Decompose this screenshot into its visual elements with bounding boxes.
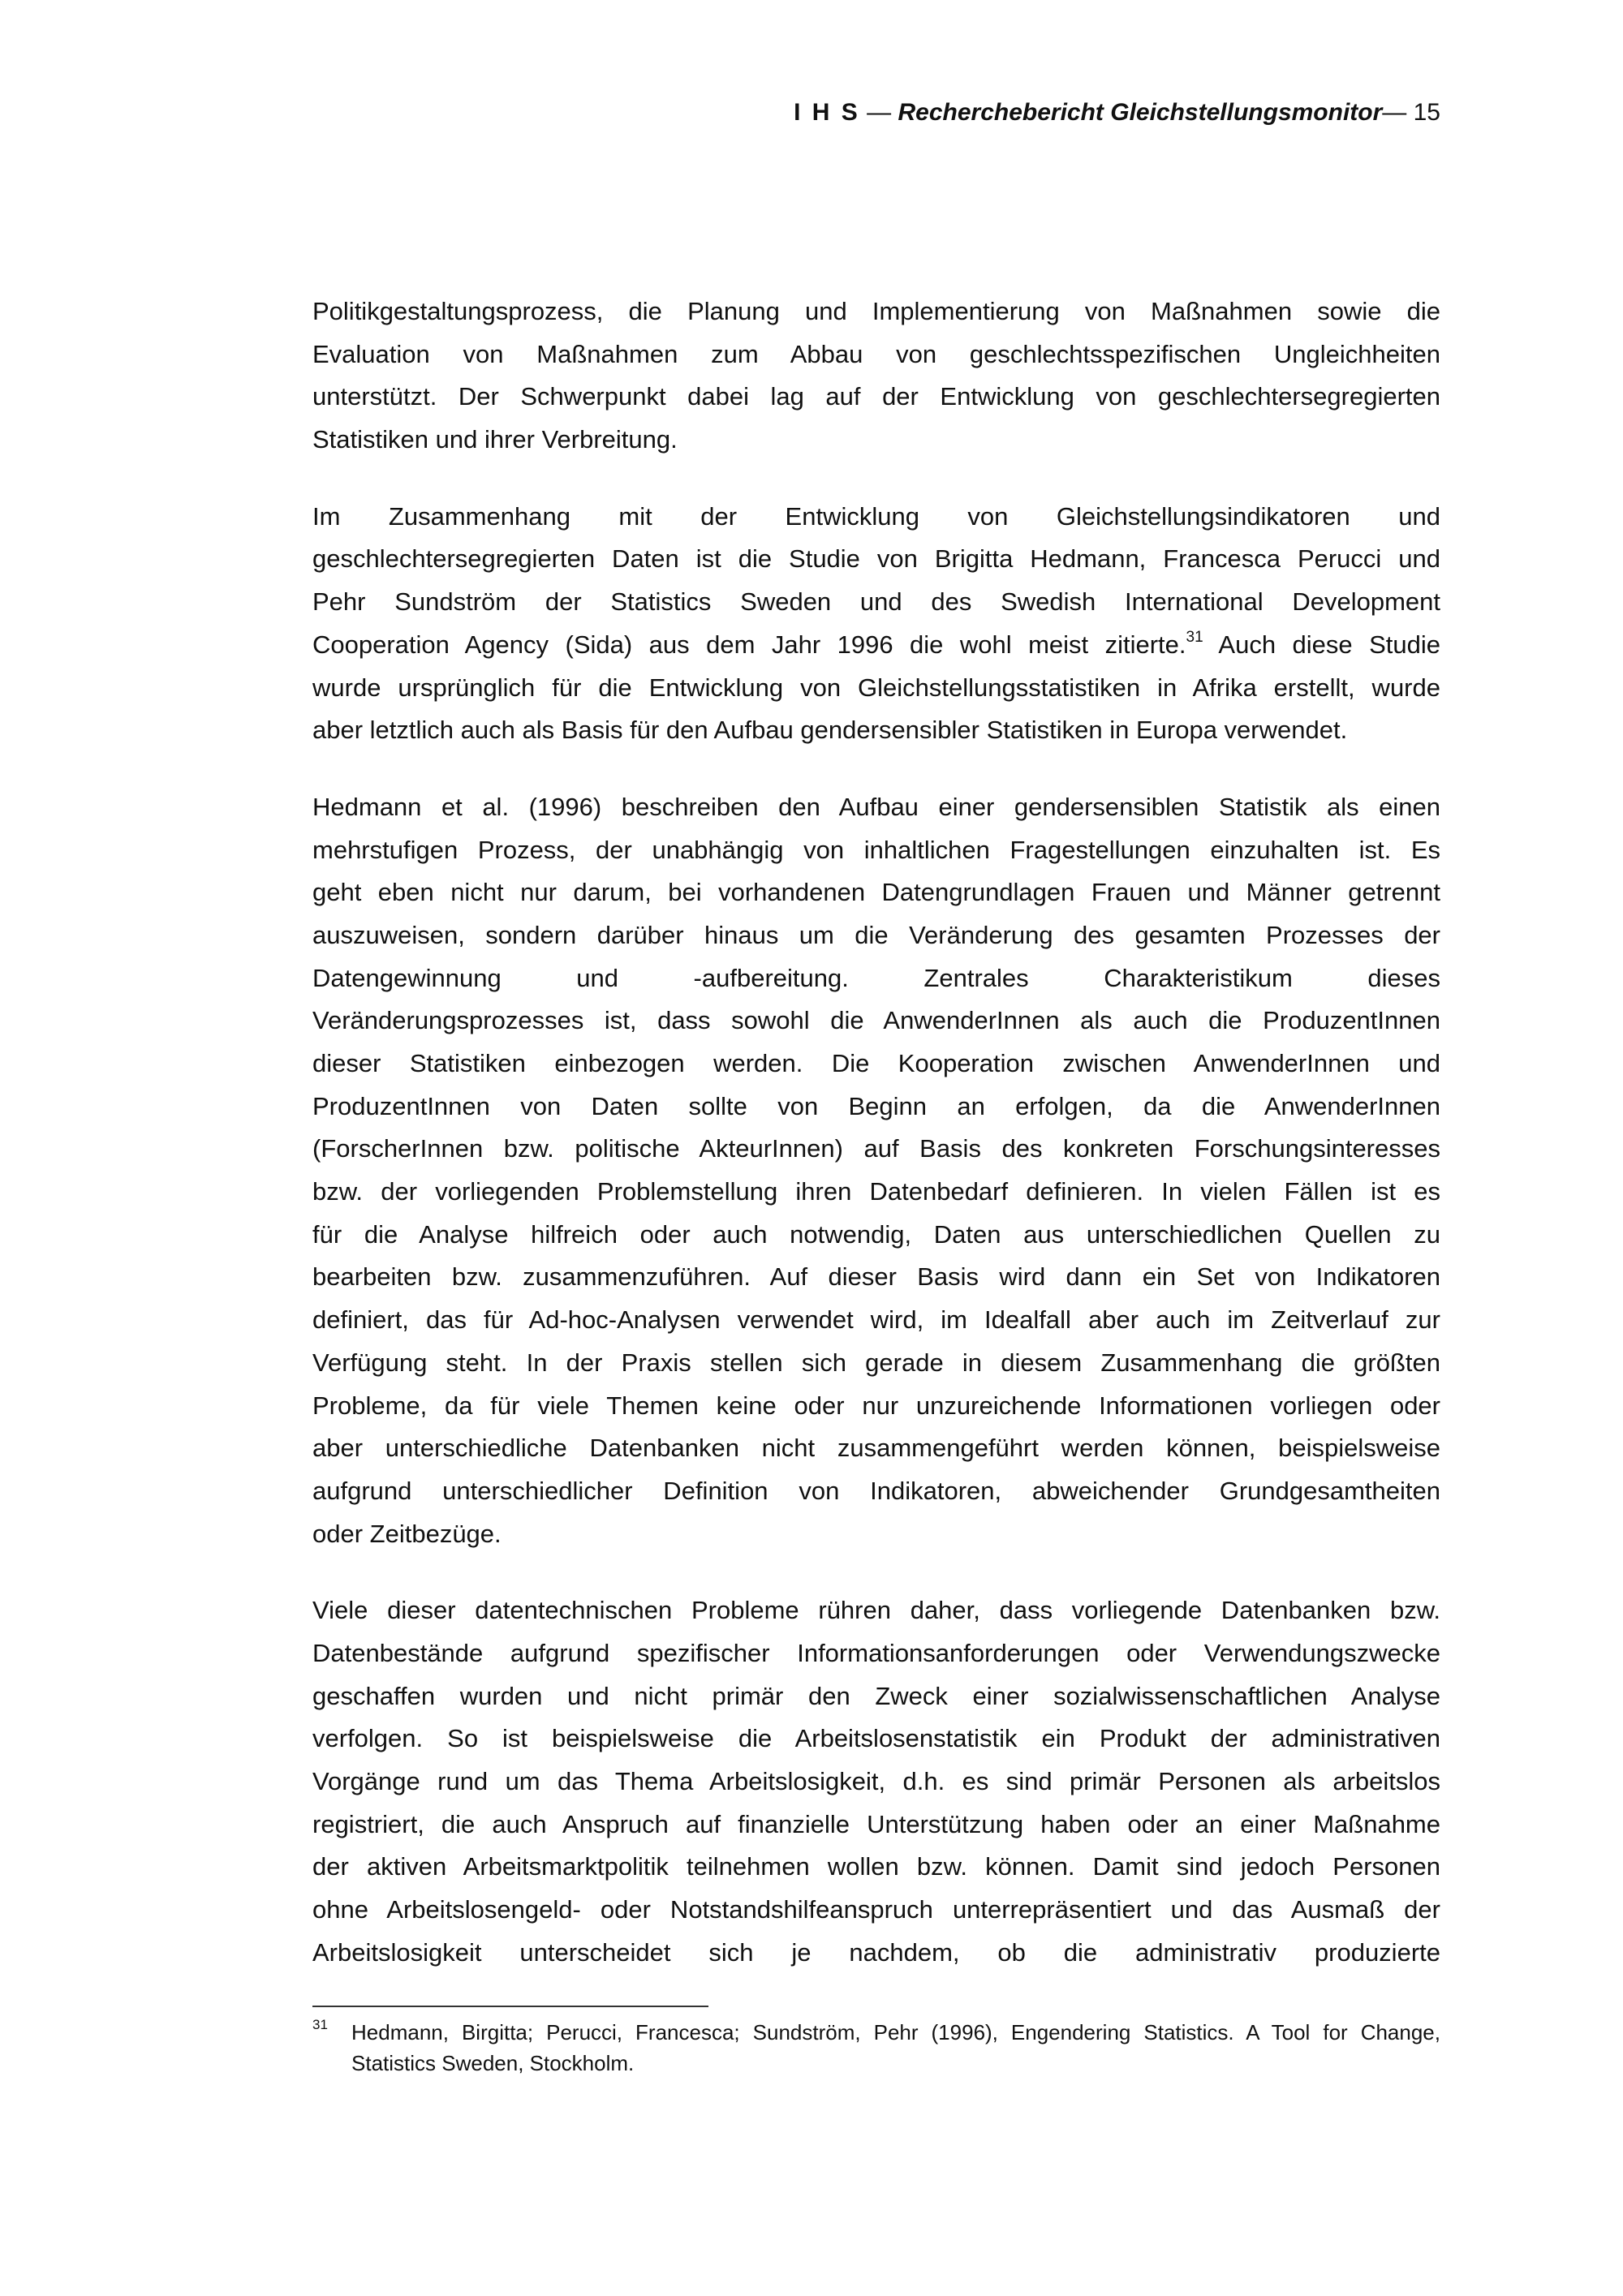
text-line: oder Zeitbezüge. [312,1519,502,1548]
text-line: Arbeitslosigkeit unterscheidet sich je nachdem, ob die administrativ produzierte [312,1937,1440,1967]
footnote [312,2017,1440,2079]
text-line: Datenbestände aufgrund spezifischer Informationsanforderungen oder Verwendungszwecke [312,1638,1440,1667]
text-line: für die Analyse hilfreich oder auch notwendig, Daten aus unterschiedlichen Quellen zu [312,1219,1440,1249]
text-line: ProduzentInnen von Daten sollte von Beginn an erfolgen, da die AnwenderInnen [312,1091,1440,1120]
footnote-divider [312,2006,708,2007]
header-title: Recherchebericht Gleichstellungsmonitor [898,99,1383,126]
text-line: bearbeiten bzw. zusammenzuführen. Auf dieser Basis wird dann ein Set von Indikatoren [312,1262,1440,1292]
text-line: mehrstufigen Prozess, der unabhängig von inhaltlichen Fragestellungen einzuhalten ist. Es [312,835,1440,864]
footnote-number: 31 [312,2017,328,2032]
body-text [312,290,1440,2008]
text-line: ohne Arbeitslosengeld- oder Notstandshilfeanspruch unterrepräsentiert und das Ausmaß der [312,1895,1440,1924]
text-line: Viele dieser datentechnischen Probleme rühren daher, dass vorliegende Datenbanken bzw. [312,1596,1440,1625]
text-line: aufgrund unterschiedlicher Definition von Indikatoren, abweichender Grundgesamtheiten [312,1476,1440,1505]
paragraph [312,496,1440,752]
text-line: Politikgestaltungsprozess, die Planung und Implementierung von Maßnahmen sowie die [312,297,1440,325]
text-line: Statistiken und ihrer Verbreitung. [312,425,678,454]
text-line: der aktiven Arbeitsmarktpolitik teilnehmen wollen bzw. können. Damit sind jedoch Personen [312,1852,1440,1881]
text-line: Verfügung steht. In der Praxis stellen sich gerade in diesem Zusammenhang die größten [312,1348,1440,1377]
text-line: geschaffen wurden und nicht primär den Zweck einer sozialwissenschaftlichen Analyse [312,1681,1440,1710]
header-page-sep: — [1382,99,1414,126]
text-line: wurde ursprünglich für die Entwicklung von Gleichstellungsstatistiken in Afrika erstellt, wurde [312,673,1440,702]
text-line: bzw. der vorliegenden Problemstellung ihren Datenbedarf definieren. In vielen Fällen ist es [312,1177,1440,1206]
footnote-reference[interactable]: 31 [1186,628,1203,646]
text-line: Pehr Sundström der Statistics Sweden und des Swedish International Development [312,587,1440,617]
paragraph [312,1589,1440,1974]
text-line: Vorgänge rund um das Thema Arbeitslosigkeit, d.h. es sind primär Personen als arbeitslos [312,1767,1440,1795]
text-line: Im Zusammenhang mit der Entwicklung von Gleichstellungsindikatoren und [312,501,1440,531]
text-segment: Auch diese Studie [1203,630,1440,659]
footnote-line: Statistics Sweden, Stockholm. [351,2051,635,2075]
running-header [794,99,1440,127]
text-segment: Cooperation Agency (Sida) aus dem Jahr 1996 die wohl meist zitierte. [312,630,1186,659]
text-line: (ForscherInnen bzw. politische AkteurInnen) auf Basis des konkreten Forschungsinteresses [312,1134,1440,1163]
text-line: Veränderungsprozesses ist, dass sowohl die AnwenderInnen als auch die ProduzentInnen [312,1006,1440,1035]
text-line: aber letztlich auch als Basis für den Aufbau gendersensibler Statistiken in Europa verwendet. [312,716,1348,745]
text-line: Datengewinnung und -aufbereitung. Zentrales Charakteristikum dieses [312,963,1440,992]
text-line [312,624,1440,667]
header-org: I H S [794,99,860,126]
text-line: definiert, das für Ad-hoc-Analysen verwendet wird, im Idealfall aber auch im Zeitverlauf zur [312,1305,1440,1335]
text-line: auszuweisen, sondern darüber hinaus um die Veränderung des gesamten Prozesses der [312,920,1440,949]
text-line: dieser Statistiken einbezogen werden. Die Kooperation zwischen AnwenderInnen und [312,1049,1440,1077]
paragraph [312,786,1440,1555]
text-line: geschlechtersegregierten Daten ist die Studie von Brigitta Hedmann, Francesca Perucci und [312,544,1440,574]
page-number: 15 [1413,99,1440,126]
paragraph [312,290,1440,462]
text-line: Evaluation von Maßnahmen zum Abbau von geschlechtsspezifischen Ungleichheiten [312,339,1440,368]
footnote-line: Hedmann, Birgitta; Perucci, Francesca; Sundström, Pehr (1996), Engendering Statistics. A Tool for Change, [351,2020,1440,2044]
footnote-text [351,2017,1440,2079]
text-line: geht eben nicht nur darum, bei vorhandenen Datengrundlagen Frauen und Männer getrennt [312,878,1440,907]
header-dash: — [859,99,898,126]
text-line: unterstützt. Der Schwerpunkt dabei lag auf der Entwicklung von geschlechtersegregierten [312,382,1440,411]
text-line: verfolgen. So ist beispielsweise die Arbeitslosenstatistik ein Produkt der administrativen [312,1724,1440,1753]
text-line: aber unterschiedliche Datenbanken nicht zusammengeführt werden können, beispielsweise [312,1434,1440,1463]
text-line: registriert, die auch Anspruch auf finanzielle Unterstützung haben oder an einer Maßnahme [312,1809,1440,1838]
text-line: Probleme, da für viele Themen keine oder nur unzureichende Informationen vorliegen oder [312,1391,1440,1420]
text-line: Hedmann et al. (1996) beschreiben den Aufbau einer gendersensiblen Statistik als einen [312,792,1440,821]
